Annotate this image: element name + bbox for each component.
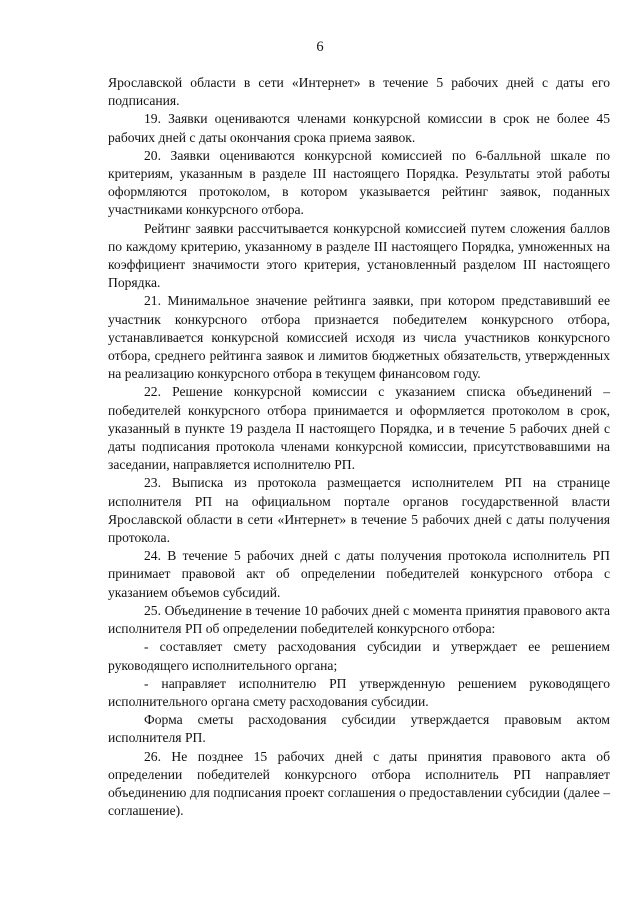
paragraph-item-22: 22. Решение конкурсной комиссии с указанием списка объединений – победителей конкурсного отбора принимается и оформляется протоколом в срок, указанный в пункте 19 раздела II настоящего Порядка, и в течение 5 рабочих дней с даты подписания протокола членами конкурсной комиссии, присутствовавшими на заседании, направляется исполнителю РП. bbox=[108, 384, 610, 473]
paragraph-item-25: 25. Объединение в течение 10 рабочих дней с момента принятия правового акта исполнителя РП об определении победителей конкурсного отбора: bbox=[108, 602, 610, 637]
paragraph-item-21: 21. Минимальное значение рейтинга заявки, при котором представивший ее участник конкурсного отбора признается победителем конкурсного отбора, устанавливается конкурсной комиссией исходя из числа участников конкурсного отбора, среднего рейтинга заявок и лимитов бюджетных обязательств, утвержденных на реализацию конкурсного отбора в текущем финансовом году. bbox=[108, 293, 610, 382]
paragraph-item-24: 24. В течение 5 рабочих дней с даты получения протокола исполнитель РП принимает правовой акт об определении победителей конкурсного отбора с указанием объемов субсидий. bbox=[108, 548, 610, 600]
paragraph-estimate-form: Форма сметы расходования субсидии утверждается правовым актом исполнителя РП. bbox=[108, 712, 610, 746]
document-body bbox=[108, 74, 610, 820]
paragraph-item-20: 20. Заявки оцениваются конкурсной комиссией по 6-балльной шкале по критериям, указанным в разделе III настоящего Порядка. Результаты этой работы оформляются протоколом, в котором указывается рейтинг заявок, поданных участниками конкурсного отбора. bbox=[108, 147, 610, 218]
paragraph-list-item-send-estimate: - направляет исполнителю РП утвержденную решением руководящего исполнительного органа смету расходования субсидии. bbox=[108, 675, 610, 709]
paragraph-item-19: 19. Заявки оцениваются членами конкурсной комиссии в срок не более 45 рабочих дней с даты окончания срока приема заявок. bbox=[108, 111, 610, 145]
page-number: 6 bbox=[316, 39, 324, 55]
paragraph-continuation: Ярославской области в сети «Интернет» в течение 5 рабочих дней с даты его подписания. bbox=[108, 75, 610, 109]
paragraph-item-26: 26. Не позднее 15 рабочих дней с даты принятия правового акта об определении победителей конкурсного отбора исполнитель РП направляет объединению для подписания проект соглашения о предоставлении субсидии (далее – соглашение). bbox=[108, 748, 610, 819]
paragraph-rating-calculation: Рейтинг заявки рассчитывается конкурсной комиссией путем сложения баллов по каждому критерию, указанному в разделе III настоящего Порядка, умноженных на коэффициент значимости этого критерия, установленный разделом III настоящего Порядка. bbox=[108, 220, 610, 291]
paragraph-item-23: 23. Выписка из протокола размещается исполнителем РП на странице исполнителя РП на официальном портале органов государственной власти Ярославской области в сети «Интернет» в течение 5 рабочих дней с даты получения протокола. bbox=[108, 475, 610, 546]
paragraph-list-item-estimate: - составляет смету расходования субсидии и утверждает ее решением руководящего исполнительного органа; bbox=[108, 639, 610, 673]
